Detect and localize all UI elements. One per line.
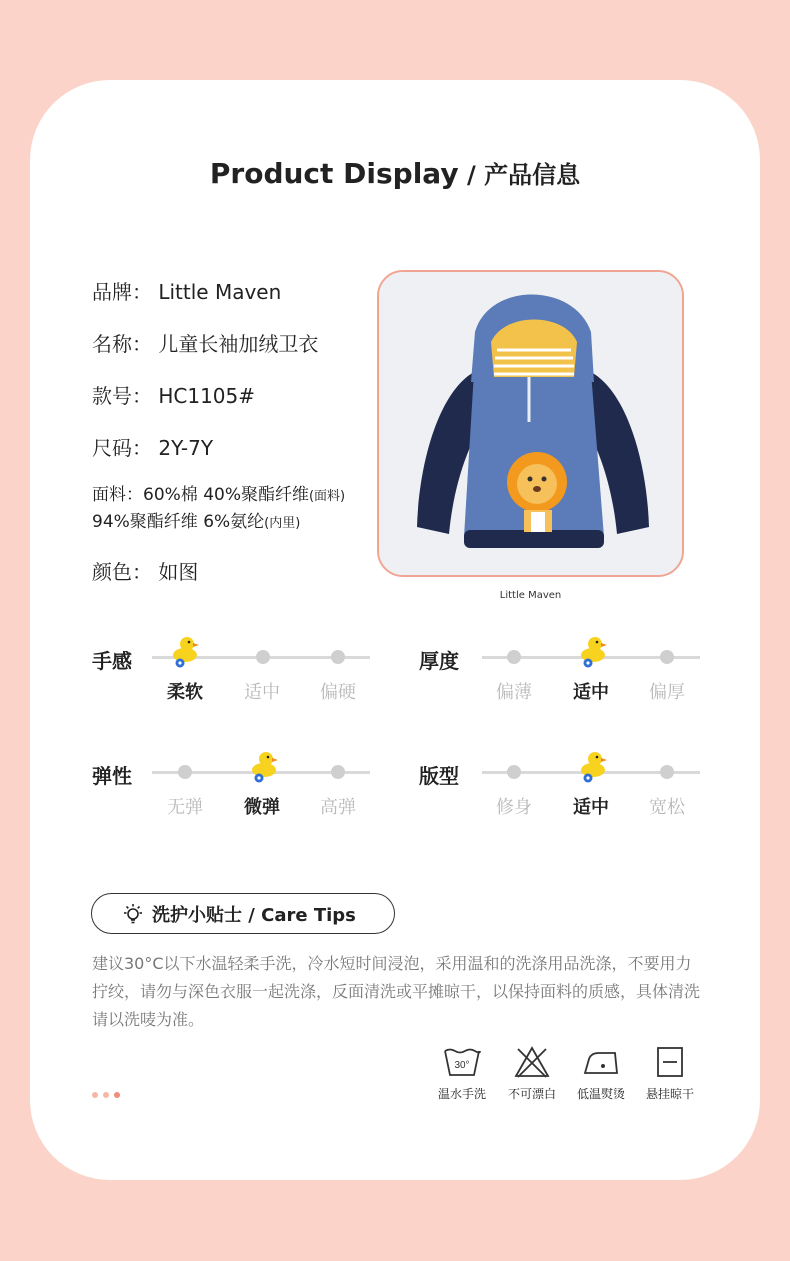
spec-fabric-outer-text: 面料：60%棉 40%聚酯纤维 (92, 485, 309, 505)
page-dot (103, 1092, 109, 1098)
title-english: Product Display (209, 157, 459, 190)
care-item-label: 不可漂白 (507, 1087, 556, 1101)
no-bleach-icon (512, 1045, 552, 1079)
rating-label: 厚度 (419, 649, 459, 673)
rating-dot (331, 650, 345, 664)
care-item-low-iron (566, 1045, 636, 1102)
care-item-label: 低温熨烫 (576, 1087, 625, 1101)
title-chinese: / 产品信息 (458, 161, 581, 189)
rating-dot (660, 765, 674, 779)
rating-dot (256, 650, 270, 664)
lightbulb-icon (122, 903, 144, 925)
photo-caption: Little Maven (499, 590, 562, 601)
rating-option: 微弹 (244, 797, 280, 818)
rating-dot (178, 765, 192, 779)
care-item-no-bleach (497, 1045, 567, 1102)
rating-option: 无弹 (167, 797, 203, 818)
spec-fabric-lining-text: 94%聚酯纤维 6%氨纶 (92, 512, 265, 532)
rating-option: 适中 (573, 797, 609, 818)
rating-dot (331, 765, 345, 779)
rating-label: 弹性 (92, 764, 132, 788)
rating-label: 版型 (419, 764, 459, 788)
spec-fabric-lining-note: (内里) (264, 516, 301, 531)
care-tips-pill (91, 893, 395, 934)
spec-fabric-outer-note: (面料) (308, 489, 346, 504)
rating-label: 手感 (92, 649, 132, 673)
duck-marker-icon (169, 633, 201, 669)
spec-fabric-lining (92, 507, 300, 532)
page-indicator (92, 1092, 120, 1098)
wash-temp-label: 30° (454, 1060, 470, 1071)
care-item-label: 悬挂晾干 (645, 1087, 694, 1101)
spec-brand: 品牌： Little Maven (92, 280, 282, 304)
page-dot-active (114, 1092, 120, 1098)
duck-marker-icon (248, 748, 280, 784)
spec-size: 尺码： 2Y-7Y (92, 436, 214, 460)
rating-dot (507, 765, 521, 779)
spec-name: 名称： 儿童长袖加绒卫衣 (92, 332, 319, 356)
duck-marker-icon (577, 748, 609, 784)
care-item-hand-wash (427, 1045, 497, 1102)
care-item-label: 温水手洗 (437, 1087, 486, 1101)
care-instructions: 建议30°C以下水温轻柔手洗，冷水短时间浸泡，采用温和的洗涤用品洗涤，不要用力拧绞，请勿与深色衣服一起洗涤，反面清洗或平摊晾干，以保持面料的质感，具体清洗请以洗唛为准。 (92, 954, 701, 1029)
rating-option: 偏薄 (496, 682, 532, 703)
rating-dot (507, 650, 521, 664)
rating-option: 修身 (496, 797, 532, 818)
hang-dry-icon (650, 1045, 690, 1079)
rating-option: 偏厚 (649, 682, 685, 703)
rating-option: 偏硬 (320, 682, 356, 703)
rating-option: 适中 (244, 682, 280, 703)
low-iron-icon (581, 1045, 621, 1079)
rating-option: 宽松 (649, 797, 685, 818)
duck-marker-icon (577, 633, 609, 669)
page-dot (92, 1092, 98, 1098)
hoodie-illustration (379, 272, 684, 577)
rating-dot (660, 650, 674, 664)
hand-wash-icon (442, 1045, 482, 1079)
spec-color: 颜色： 如图 (92, 560, 199, 584)
spec-model: 款号： HC1105# (92, 384, 256, 408)
page-title (0, 155, 790, 190)
product-photo (377, 270, 684, 577)
rating-option: 高弹 (320, 797, 356, 818)
care-tips-label: 洗护小贴士 / Care Tips (152, 904, 356, 926)
rating-option: 柔软 (167, 682, 203, 703)
spec-fabric-outer (92, 480, 345, 505)
care-item-hang-dry (635, 1045, 705, 1102)
rating-option: 适中 (573, 682, 609, 703)
